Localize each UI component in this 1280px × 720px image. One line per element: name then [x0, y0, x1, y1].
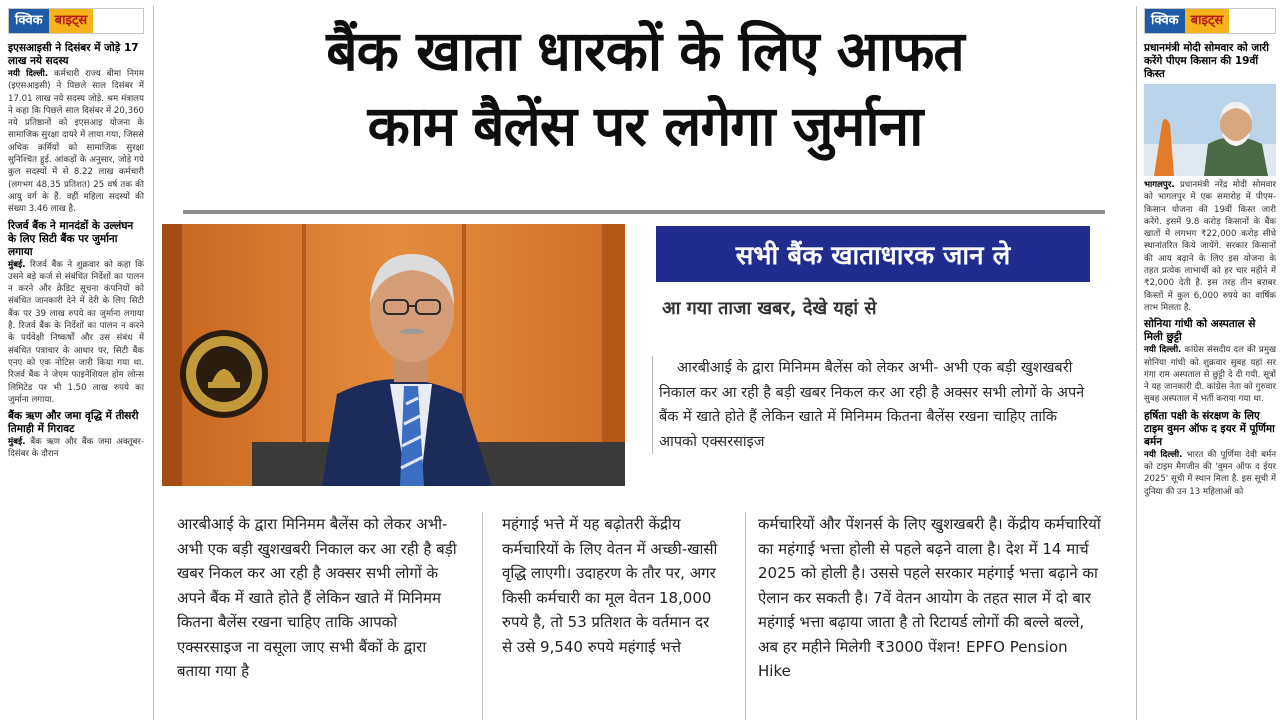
logo-part-b: बाइट्स	[1185, 9, 1230, 33]
dateline: मुंबई.	[8, 437, 26, 448]
article-paragraph: आरबीआई के द्वारा मिनिमम बैलेंस को लेकर अभी- अभी एक बड़ी खुशखबरी निकाल कर आ रही है बड़ी खबर निकल कर आ रही है अक्सर सभी लोगों के अपने बैंक में खाते होते हैं लेकिन खाते में मिनिमम कितना बैलेंस रखना चाहिए ताकि आपको एक्सरसाइज ना वसूला जाए सभी बैंकों के द्वारा बताया गया है	[177, 515, 457, 680]
brief-paragraph	[8, 68, 144, 216]
quick-bytes-logo	[1144, 8, 1276, 34]
logo-part-a: क्विक	[9, 9, 49, 33]
intro-paragraph: आरबीआई के द्वारा मिनिमम बैलेंस को लेकर अभी- अभी एक बड़ी खुशखबरी निकाल कर आ रही है बड़ी खबर निकल कर आ रही है अक्सर सभी लोगों के अपने बैंक में खाते होते हैं लेकिन खाते में मिनिमम कितना बैलेंस रखना चाहिए ताकि आपको एक्सरसाइज	[659, 360, 1085, 450]
brief-paragraph	[1144, 344, 1276, 405]
logo-part-a: क्विक	[1145, 9, 1185, 33]
brief-heading: प्रधानमंत्री मोदी सोमवार को जारी करेंगे पीएम किसान की 19वीं किस्त	[1144, 42, 1269, 80]
dateline: नयी दिल्ली.	[8, 69, 49, 79]
article-paragraph: महंगाई भत्ते में यह बढ़ोतरी केंद्रीय कर्मचारियों के लिए वेतन में अच्छी-खासी वृद्धि लाएगी। उदाहरण के तौर पर, अगर किसी कर्मचारी का मूल वेतन 18,000 रुपये है, तो 53 प्रतिशत के वर्तमान दर से उसे 9,540 रुपये महंगाई भत्ते	[502, 515, 718, 656]
brief-text: प्रधानमंत्री नरेंद्र मोदी सोमवार को भागलपुर में एक समारोह में पीएम-किसान योजना की 19वीं किस्त जारी करेंगे. इसमें 9.8 करोड़ किसानों के बैंक खातों में लगभग ₹22,000 करोड़ सीधे स्थानांतरित किये जायेंगे. सरकार किसानों की आय बढ़ाने के लिए इस योजना के तहत प्रत्येक लाभार्थी को हर चार महीने में ₹2,000 देती है. इस तरह तीन बराबर किस्तों में कुल 6,000 रुपये का वार्षिक लाभ मिलता है.	[1144, 180, 1276, 313]
column-divider	[1136, 6, 1137, 720]
dateline: नयी दिल्ली.	[1144, 345, 1182, 356]
brief-heading: सोनिया गांधी को अस्पताल से मिली छुट्टी	[1144, 318, 1256, 344]
photo-illustration	[162, 224, 625, 486]
article-paragraph: कर्मचारियों और पेंशनर्स के लिए खुशखबरी है। केंद्रीय कर्मचारियों का महंगाई भत्ता होली से पहले बढ़ने वाला है। देश में 14 मार्च 2025 को होली है। उससे पहले सरकार महंगाई भत्ता बढ़ाने का ऐलान कर सकती है। 7वें वेतन आयोग के तहत साल में दो बार महंगाई भत्ता बढ़ाया जाता है तो रिटायर्ड लोगों की बल्ले बल्ले, अब हर महीने मिलेगी ₹3000 पेंशन! EPFO Pension Hike	[758, 515, 1101, 680]
quick-bytes-logo	[8, 8, 144, 34]
column-divider	[745, 512, 746, 720]
brief-text: बैंक ऋण और बैंक जमा अक्तूबर-दिसंबर के दौरान	[8, 437, 144, 460]
subheadline: आ गया ताजा खबर, देखे यहां से	[662, 298, 877, 319]
article-column-1	[177, 512, 459, 720]
dateline: नयी दिल्ली.	[1144, 449, 1183, 460]
article-column-3	[758, 512, 1103, 720]
dateline: भागलपुर.	[1144, 180, 1175, 190]
brief-text: भारत की पूर्णिमा देवी बर्मन को टाइम मैगजीन की 'वुमन ऑफ द ईयर 2025' सूची में स्थान मिला है. इस सूची में दुनिया की उन 13 महिलाओं को	[1144, 449, 1276, 497]
brief-paragraph	[1144, 449, 1276, 498]
right-quick-bytes-column	[1140, 0, 1280, 720]
brief-text: रिजर्व बैंक ने शुक्रवार को कहा कि उसने बड़े कर्ज से संबंधित निर्देशों का पालन न करने और क्रेडिट सूचना कंपनियों को संबंधित जानकारी देने में देरी के लिए सिटी बैंक पर 39 लाख रुपये का जुर्माना लगाया है. रिजर्व बैंक के निर्देशों का पालन न करने के पर्यवेक्षी निष्कर्षों और उस संबंध में संबंधित पत्राचार के आधार पर, सिटी बैंक एनए को एक नोटिस जारी किया गया था. रिजर्व बैंक ने जेएम फाइनेंशियल होम लोन्स लिमिटेड पर भी 1.50 लाख रुपये का जुर्माना लगाया.	[8, 259, 144, 405]
brief-heading: इएसआइसी ने दिसंबर में जोड़े 17 लाख नये सदस्य	[8, 42, 139, 67]
section-banner: सभी बैंक खाताधारक जान ले	[656, 226, 1090, 282]
headline-rule	[183, 210, 1105, 214]
article-column-2	[502, 512, 718, 720]
headline-line-1: बैंक खाता धारकों के लिए आफत	[326, 19, 964, 83]
brief-heading: बैंक ऋण और जमा वृद्धि में तीसरी तिमाही में गिरावट	[8, 410, 139, 436]
brief-heading: रिजर्व बैंक ने मानदंडों के उल्लंघन के लिए सिटी बैंक पर जुर्माना लगाया	[8, 219, 134, 258]
brief-paragraph	[8, 436, 144, 461]
photo-illustration	[1144, 84, 1276, 176]
column-divider	[153, 6, 154, 720]
brief-heading: हर्षिता पक्षी के संरक्षण के लिए टाइम वुमन ऑफ द इयर में पूर्णिमा बर्मन	[1144, 409, 1275, 448]
left-quick-bytes-column	[0, 0, 150, 720]
dateline: मुंबई.	[8, 259, 26, 270]
intro-block	[652, 356, 1092, 454]
main-headline	[160, 14, 1130, 164]
brief-photo	[1144, 84, 1276, 176]
brief-paragraph	[8, 259, 144, 407]
news-photo	[162, 224, 625, 486]
headline-line-2: काम बैलेंस पर लगेगा जुर्माना	[367, 94, 923, 158]
column-divider	[482, 512, 483, 720]
logo-part-b: बाइट्स	[49, 9, 94, 33]
brief-text: कर्मचारी राज्य बीमा निगम (इएसआइसी) ने पिछले साल दिसंबर में 17.01 लाख नये सदस्य जोड़े. श्रम मंत्रालय ने कहा कि पिछले साल दिसंबर में 20,360 नये प्रतिष्ठानों को इएसआइ योजना के सामाजिक सुरक्षा दायरे में लाया गया, जिससे अधिक कर्मियों को सामाजिक सुरक्षा सुनिश्चित हुई. आंकड़ों के अनुसार, जोड़े गये कुल सदस्यों में से 8.22 लाख कर्मचारी (लगभग 48.35 प्रतिशत) 25 वर्ष तक की आयु वर्ग के हैं. वहीं महिला सदस्यों की संख्या 3.46 लाख है.	[8, 69, 144, 215]
brief-text: कांग्रेस संसदीय दल की प्रमुख सोनिया गांधी को शुक्रवार सुबह यहां सर गंगा राम अस्पताल से छुट्टी दे दी गयी. सूत्रों ने यह जानकारी दी. कांग्रेस नेता को गुरुवार सुबह अस्पताल में भर्ती कराया गया था.	[1144, 345, 1276, 405]
brief-paragraph	[1144, 179, 1276, 314]
